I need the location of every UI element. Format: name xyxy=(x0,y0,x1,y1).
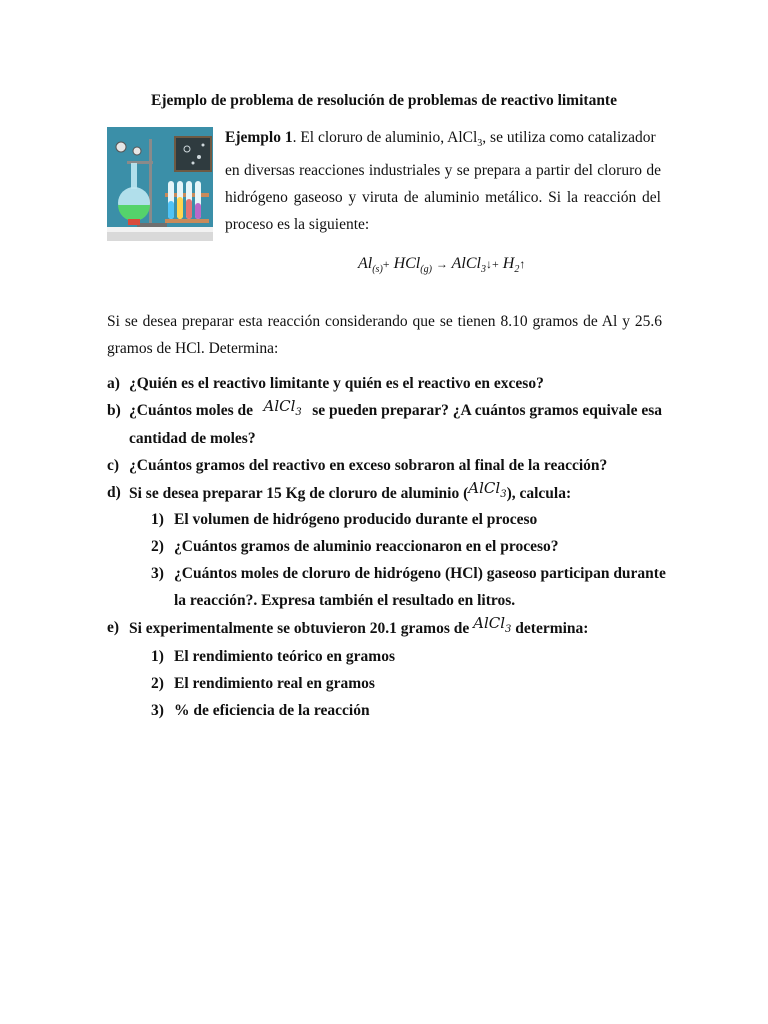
intro-line-2: en diversas reacciones industriales y se prepara a partir del cloruro de xyxy=(225,162,661,180)
alcl3-formula: AlCl$_3$ xyxy=(263,397,302,418)
problem-statement: Si se desea preparar esta reacción considerando que se tienen 8.10 gramos de Al y 25.6 gramos de HCl. Determina: xyxy=(107,313,662,357)
intro-paragraph: Ejemplo 1. El cloruro de aluminio, AlCl$_3$, se utiliza como catalizador en diversas reacciones industriales y se prepara a partir del cloruro de hidrógeno gaseoso y viruta de aluminio metálico. Si la reacción del proceso es la siguiente: xyxy=(225,124,661,238)
laboratory-illustration xyxy=(107,127,213,241)
page-title: Ejemplo de problema de resolución de problemas de reactivo limitante xyxy=(151,92,617,109)
example-heading: Ejemplo 1 xyxy=(225,129,293,146)
chemical-equation: $Al_{(s)}+ HCl_{(g)}$ → AlCl$_3$↓+ $H_2↑$ xyxy=(358,255,526,276)
document-page: Ejemplo de problema de resolución de problemas de reactivo limitante Ejemplo 1. El cloruro de aluminio, AlCl$_3$, se utiliza como catalizador en diversas reacciones industriales y se prepara a partir del cloruro de hidrógeno gaseoso y viruta de aluminio metálico. Si la reacción del proceso es la siguiente: $Al_{(s)}+ HCl_{(g)}$ → AlCl$_3$↓+ $H_2↑$ Si se desea preparar esta reacción considerando que se tienen 8.10 gramos de Al y 25.6 gramos de HCl. Determina: a) ¿Quién es el reactivo limitante y quién es el reactivo en exceso? b) ¿Cuántos moles de AlCl$_3$ se pueden preparar? ¿A cuántos gramos equivale esa cantidad de moles? c) ¿Cuántos gramos del reactivo en exceso sobraron al final de la reacción? d) Si se desea preparar 15 Kg de cloruro de aluminio (AlCl$_3$), calcula: 1) El volumen de hidrógeno producido durante el proceso 2) ¿Cuántos gramos de aluminio reaccionaron en el proceso? 3) ¿Cuántos moles de cloruro de hidrógeno (HCl) gaseoso participan durante la reacción?. Expresa también el resultado en litros. e) Si experimentalmente se obtuvieron 20.1 gramos de AlCl$_3$ determina: 1) El rendimiento teórico en gramos 2) El rendimiento real en gramos 3) % de eficiencia de la reacción xyxy=(0,0,768,1024)
alcl3-formula: AlCl$_3$ xyxy=(468,479,507,500)
alcl3-formula: AlCl$_3$ xyxy=(473,614,512,635)
intro-line-3: hidrógeno gaseoso y viruta de aluminio metálico. Si la reacción del xyxy=(225,189,661,207)
intro-line-4: proceso es la siguiente: xyxy=(225,216,370,234)
